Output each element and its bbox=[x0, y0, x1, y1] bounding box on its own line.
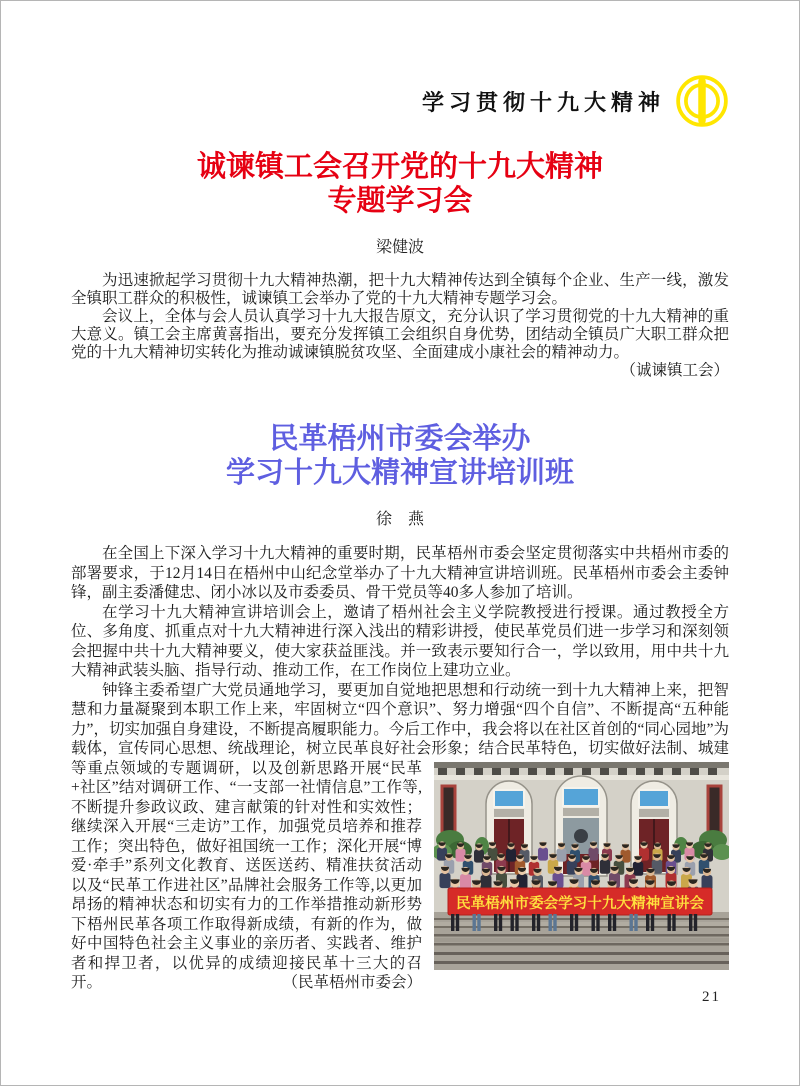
article-2-paragraph: 在学习十九大精神宣讲培训会上，邀请了梧州社会主义学院教授进行授课。通过教授全方位、多角度、抓重点对十九大精神进行深入浅出的精彩讲授，使民革党员们进一步学习和深刻领会把握中共十九大精神要义，使大家获益匪浅。并一致表示要知行合一，学以致用，用中共十九大精神武装头脑、指导行动、推动工作，在工作岗位上建功立业。 bbox=[71, 603, 729, 679]
article-1-title bbox=[71, 150, 729, 218]
article-2-attribution: （民革梧州市委会） bbox=[282, 974, 422, 991]
article-2-title-line2: 学习十九大精神宣讲培训班 bbox=[225, 457, 574, 489]
article-1-title-line2: 专题学习会 bbox=[327, 185, 473, 217]
article-2-title-line1: 民革梧州市委会举办 bbox=[269, 423, 531, 455]
article-1 bbox=[71, 150, 729, 380]
column-title: 学习贯彻十九大精神 bbox=[421, 89, 665, 115]
article-2-author: 徐 燕 bbox=[375, 511, 424, 528]
page-header bbox=[71, 74, 729, 128]
article-1-paragraph: 会议上，全体与会人员认真学习十九大报告原文，充分认识了学习贯彻党的十九大精神的重大意义。镇工会主席黄喜指出，要充分发挥镇工会组织自身优势，团结动全镇员广大职工群众把党的十九大精神切实转化为推动诚谏镇脱贫攻坚、全面建成小康社会的精神动力。 （诚谏镇工会） bbox=[71, 308, 729, 379]
group-photo-svg bbox=[434, 762, 729, 970]
article-2-title bbox=[71, 422, 729, 490]
article-1-author: 梁健波 bbox=[375, 239, 424, 256]
article-2-paragraph: 在全国上下深入学习十九大精神的重要时期，民革梧州市委会坚定贯彻落实中共梧州市委的部署要求，于12月14日在梧州中山纪念堂举办了十九大精神宣讲培训班。民革梧州市委会主委钟锋，副主委潘健忠、闭小冰以及市委委员、骨干党员等40多人参加了培训。 bbox=[71, 545, 729, 601]
article-2-body bbox=[71, 544, 729, 993]
trade-union-emblem-icon bbox=[675, 74, 729, 128]
page-number: 21 bbox=[702, 989, 721, 1005]
group-photo-image bbox=[434, 762, 729, 970]
article-1-attribution: （诚谏镇工会） bbox=[620, 362, 729, 379]
article-2-paragraph: 钟锋主委希望广大党员通地学习，要更加自觉地把思想和行动统一到十九大精神上来，把智慧和力量凝聚到本职工作上来，牢固树立“四个意识”、努力增强“四个自信”、不断提高“五种能力”，切实加强自身建设，不断提高履职能力。今后工作中，我会将以在社区首创的“同心园地”为载体，宣传同心思想、统战理论，树立民革良好社会形象；结合民革特色，切实做好法制、城建等重点领域的专题调研，以 民革梧州市委会学习十九大精神宣讲会 及创新思路开展“民革+社区”结对调研工作、“一支部一社情信息”工作等,不断提升参政议政、建言献策的针对性和实效性；继续深入开展“三走访”工作，加强党员培养和推荐工作；突出特色，做好祖国统一工作；深化开展“博爱·牵手”系列文化教育、送医送药、精准扶贫活动以及“民革工作进社区”品牌社会服务工作等,以更加昂扬的精神状态和切实有力的工作举措推动新形势下梧州民革各项工作取得新成绩，有新的作为，做好中国特色社会主义事业的亲历者、实践者、维护者和捍卫者，以优异的成绩迎接民革十三大的召开。 （民革梧州市委会） bbox=[71, 681, 729, 993]
article-2 bbox=[71, 422, 729, 993]
article-1-title-line1: 诚谏镇工会召开党的十九大精神 bbox=[196, 151, 603, 183]
photo-banner bbox=[448, 888, 712, 915]
photo-banner-text: 民革梧州市委会学习十九大精神宣讲会 bbox=[456, 895, 703, 912]
article-1-body bbox=[71, 272, 729, 380]
article-1-paragraph: 为迅速掀起学习贯彻十九大精神热潮，把十九大精神传达到全镇每个企业、生产一线，激发全镇职工群众的积极性，诚谏镇工会举办了党的十九大精神专题学习会。 bbox=[71, 272, 729, 307]
